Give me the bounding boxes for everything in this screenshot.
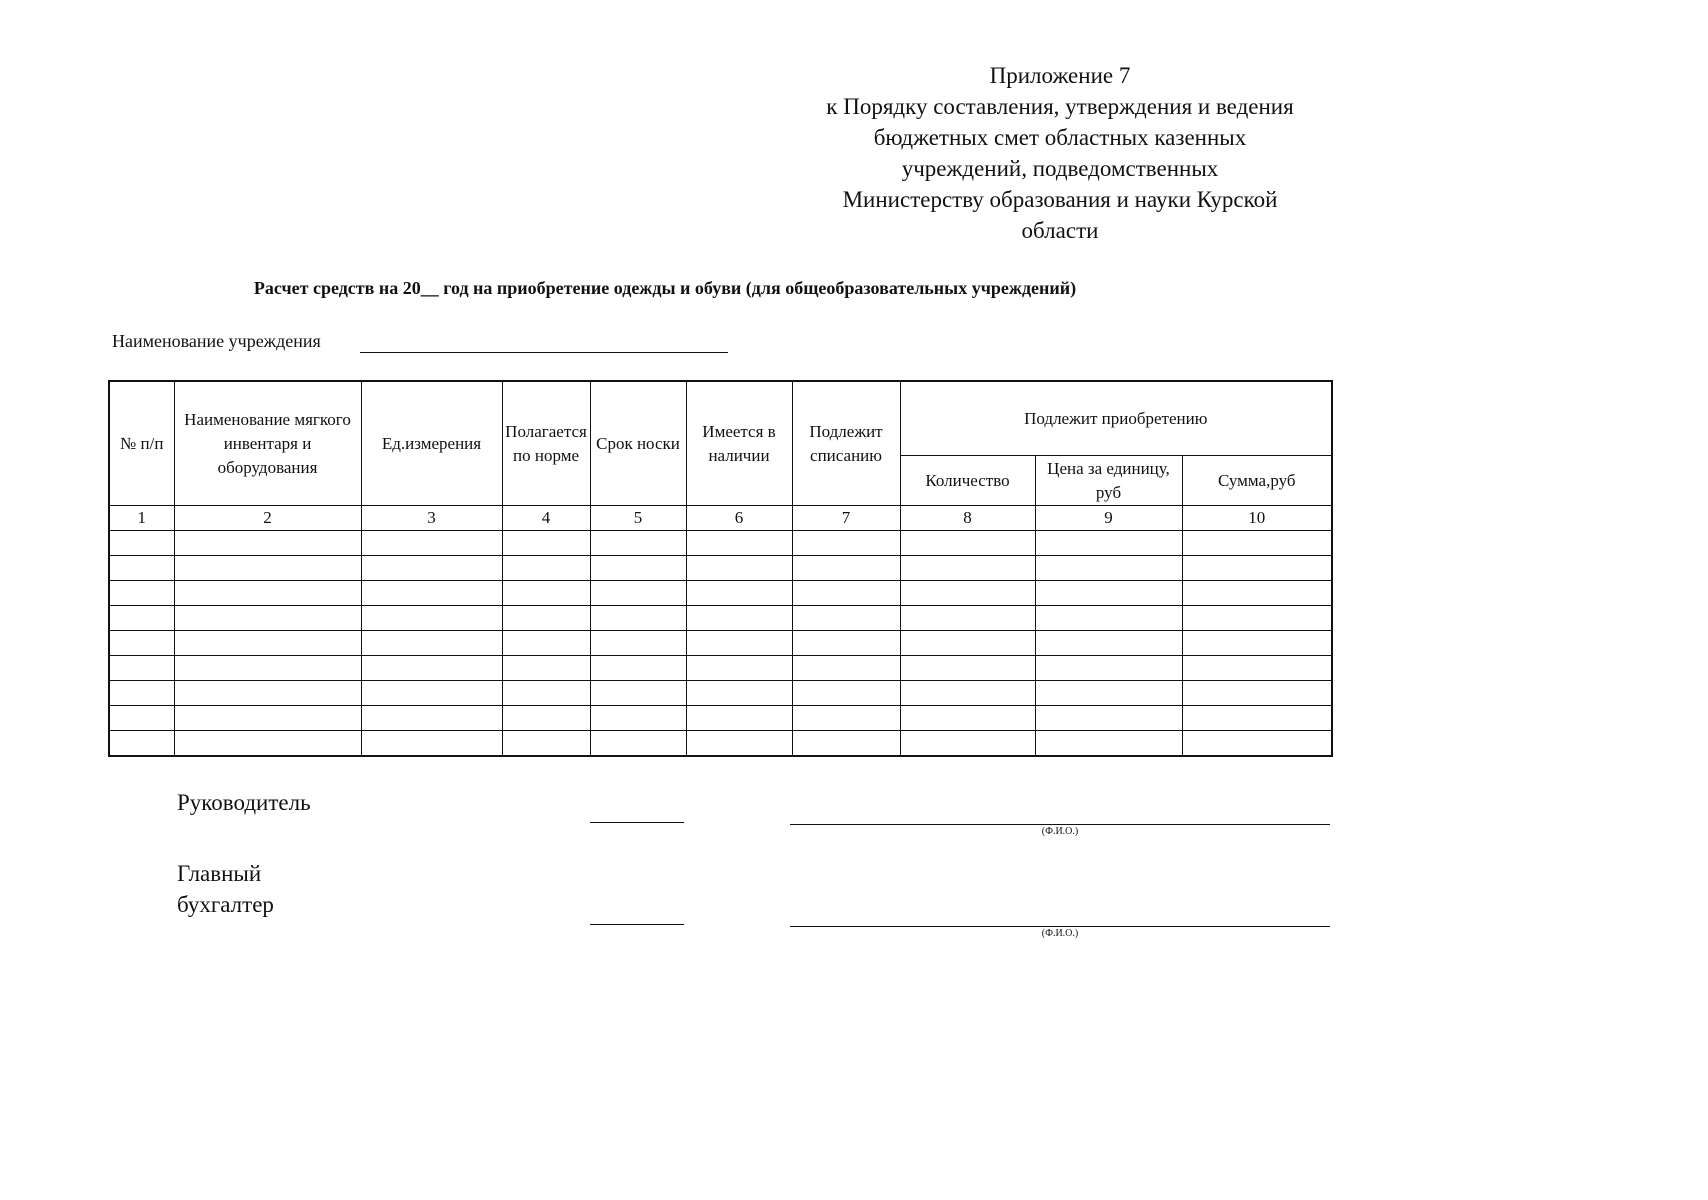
table-body — [109, 531, 1332, 757]
table-row — [109, 581, 1332, 606]
table-cell[interactable] — [502, 731, 590, 757]
header-wear-period: Срок носки — [590, 381, 686, 506]
table-cell[interactable] — [1035, 531, 1182, 556]
table-cell[interactable] — [174, 531, 361, 556]
column-number: 8 — [900, 506, 1035, 531]
table-cell[interactable] — [1182, 731, 1332, 757]
table-cell[interactable] — [686, 681, 792, 706]
table-row — [109, 706, 1332, 731]
table-cell[interactable] — [502, 656, 590, 681]
table-cell[interactable] — [590, 531, 686, 556]
table-cell[interactable] — [174, 606, 361, 631]
table-cell[interactable] — [686, 631, 792, 656]
accountant-fio-line[interactable] — [790, 926, 1330, 927]
table-cell[interactable] — [1182, 606, 1332, 631]
column-number: 9 — [1035, 506, 1182, 531]
table-cell[interactable] — [1035, 656, 1182, 681]
table-cell[interactable] — [502, 706, 590, 731]
header-norm: Полагается по норме — [502, 381, 590, 506]
table-cell[interactable] — [361, 706, 502, 731]
header-sum: Сумма,руб — [1182, 456, 1332, 506]
table-cell[interactable] — [109, 656, 174, 681]
head-signature-label: Руководитель — [177, 790, 311, 815]
table-cell[interactable] — [590, 706, 686, 731]
table-cell[interactable] — [900, 581, 1035, 606]
appendix-line: учреждений, подведомственных — [901, 156, 1219, 181]
table-cell[interactable] — [900, 731, 1035, 757]
table-cell[interactable] — [792, 631, 900, 656]
table-cell[interactable] — [686, 556, 792, 581]
table-cell[interactable] — [109, 556, 174, 581]
table-cell[interactable] — [361, 581, 502, 606]
header-write-off: Подлежит списанию — [792, 381, 900, 506]
accountant-signature-line[interactable] — [590, 924, 684, 925]
table-row — [109, 556, 1332, 581]
table-cell[interactable] — [1035, 606, 1182, 631]
table-cell[interactable] — [502, 581, 590, 606]
table-cell[interactable] — [109, 706, 174, 731]
document-title: Расчет средств на 20__ год на приобретение одежды и обуви (для общеобразовательных учреждений) — [253, 278, 1077, 298]
column-number: 10 — [1182, 506, 1332, 531]
table-cell[interactable] — [361, 681, 502, 706]
table-cell[interactable] — [502, 531, 590, 556]
table-cell[interactable] — [1182, 531, 1332, 556]
table-cell[interactable] — [1035, 731, 1182, 757]
table-cell[interactable] — [109, 581, 174, 606]
table-cell[interactable] — [1182, 656, 1332, 681]
appendix-line: Приложение 7 — [989, 63, 1131, 88]
table-cell[interactable] — [590, 731, 686, 757]
header-row — [109, 381, 1332, 456]
table-cell[interactable] — [590, 681, 686, 706]
table-cell[interactable] — [1035, 706, 1182, 731]
header-unit-price: Цена за единицу, руб — [1035, 456, 1182, 506]
table-cell[interactable] — [686, 706, 792, 731]
table-cell[interactable] — [174, 731, 361, 757]
table-row — [109, 681, 1332, 706]
table-cell[interactable] — [1035, 581, 1182, 606]
table-cell[interactable] — [590, 581, 686, 606]
appendix-line: области — [1021, 218, 1099, 243]
table-row — [109, 656, 1332, 681]
table-cell[interactable] — [502, 556, 590, 581]
table-cell[interactable] — [109, 631, 174, 656]
column-number: 2 — [174, 506, 361, 531]
accountant-label-line2: бухгалтер — [177, 892, 274, 917]
table-cell[interactable] — [900, 656, 1035, 681]
table-cell[interactable] — [109, 681, 174, 706]
appendix-line: бюджетных смет областных казенных — [873, 125, 1247, 150]
table-cell[interactable] — [900, 606, 1035, 631]
calculation-table — [108, 380, 1333, 757]
head-fio-line[interactable] — [790, 824, 1330, 825]
table-cell[interactable] — [900, 681, 1035, 706]
header-available: Имеется в наличии — [686, 381, 792, 506]
column-number: 4 — [502, 506, 590, 531]
table-cell[interactable] — [900, 531, 1035, 556]
table-row — [109, 631, 1332, 656]
appendix-block — [780, 60, 1340, 246]
table-cell[interactable] — [686, 731, 792, 757]
header-number: № п/п — [109, 381, 174, 506]
table-cell[interactable] — [502, 631, 590, 656]
table-cell[interactable] — [361, 531, 502, 556]
table-cell[interactable] — [590, 606, 686, 631]
column-number-row — [109, 506, 1332, 531]
table-cell[interactable] — [792, 706, 900, 731]
table-row — [109, 531, 1332, 556]
table-cell[interactable] — [1035, 681, 1182, 706]
table-cell[interactable] — [502, 606, 590, 631]
table-cell[interactable] — [174, 556, 361, 581]
column-number: 7 — [792, 506, 900, 531]
table-cell[interactable] — [174, 631, 361, 656]
institution-name-field[interactable] — [360, 352, 728, 353]
table-cell[interactable] — [174, 656, 361, 681]
header-item-name: Наименование мягкого инвентаря и оборудования — [174, 381, 361, 506]
table-cell[interactable] — [361, 731, 502, 757]
table-cell[interactable] — [1035, 556, 1182, 581]
table-cell[interactable] — [792, 556, 900, 581]
head-signature-line[interactable] — [590, 822, 684, 823]
accountant-fio-caption: (Ф.И.О.) — [1041, 928, 1079, 939]
header-unit: Ед.измерения — [361, 381, 502, 506]
column-number: 1 — [109, 506, 174, 531]
appendix-line: Министерству образования и науки Курской — [842, 187, 1278, 212]
table-cell[interactable] — [900, 556, 1035, 581]
table-cell[interactable] — [686, 531, 792, 556]
table-cell[interactable] — [361, 631, 502, 656]
table-cell[interactable] — [174, 706, 361, 731]
table-cell[interactable] — [1182, 556, 1332, 581]
table-cell[interactable] — [109, 731, 174, 757]
header-to-purchase: Подлежит приобретению — [900, 381, 1332, 456]
appendix-line: к Порядку составления, утверждения и ведения — [826, 94, 1294, 119]
table-cell[interactable] — [1035, 631, 1182, 656]
column-number: 6 — [686, 506, 792, 531]
table-cell[interactable] — [590, 631, 686, 656]
table-cell[interactable] — [792, 531, 900, 556]
table-cell[interactable] — [900, 706, 1035, 731]
table-cell[interactable] — [361, 556, 502, 581]
table-cell[interactable] — [502, 681, 590, 706]
table-cell[interactable] — [792, 681, 900, 706]
table-cell[interactable] — [686, 606, 792, 631]
table-cell[interactable] — [590, 556, 686, 581]
table-row — [109, 731, 1332, 757]
column-number: 5 — [590, 506, 686, 531]
table-row — [109, 606, 1332, 631]
table-cell[interactable] — [792, 581, 900, 606]
institution-label: Наименование учреждения — [112, 331, 321, 351]
table-cell[interactable] — [792, 606, 900, 631]
table-cell[interactable] — [361, 606, 502, 631]
table-cell[interactable] — [686, 656, 792, 681]
table-cell[interactable] — [686, 581, 792, 606]
table-cell[interactable] — [1182, 631, 1332, 656]
table-cell[interactable] — [109, 606, 174, 631]
table-cell[interactable] — [792, 656, 900, 681]
head-fio-caption: (Ф.И.О.) — [1041, 826, 1079, 837]
table-cell[interactable] — [1182, 581, 1332, 606]
table-cell[interactable] — [174, 581, 361, 606]
table-cell[interactable] — [109, 531, 174, 556]
table-cell[interactable] — [1182, 681, 1332, 706]
table-cell[interactable] — [900, 631, 1035, 656]
column-number: 3 — [361, 506, 502, 531]
table-cell[interactable] — [1182, 706, 1332, 731]
table-cell[interactable] — [174, 681, 361, 706]
header-quantity: Количество — [900, 456, 1035, 506]
table-cell[interactable] — [590, 656, 686, 681]
table-cell[interactable] — [361, 656, 502, 681]
table-cell[interactable] — [792, 731, 900, 757]
accountant-label-line1: Главный — [177, 861, 262, 886]
